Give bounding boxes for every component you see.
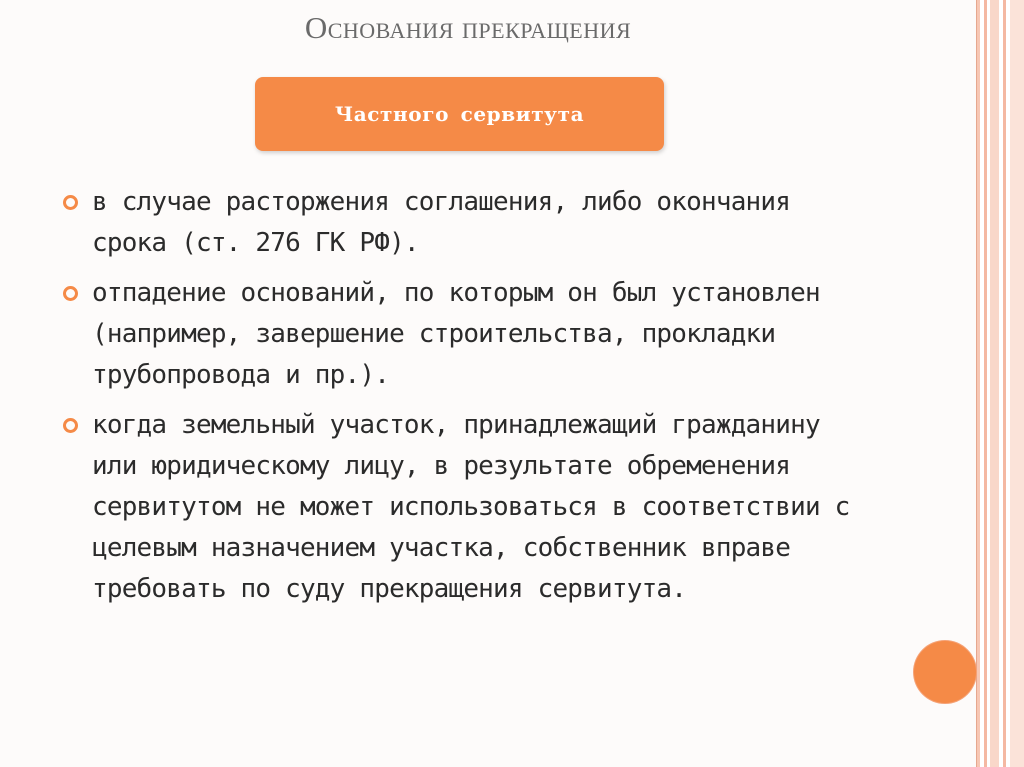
decorative-stripe [1010, 0, 1024, 767]
badge-label: Частного сервитута [334, 102, 585, 126]
bullet-text: в случае расторжения соглашения, либо окончания срока (ст. 276 ГК РФ). [92, 187, 791, 258]
list-item [62, 405, 862, 610]
decorative-circle [914, 641, 976, 703]
ring-bullet-icon [63, 286, 78, 301]
bullet-text: когда земельный участок, принадлежащий гражданину или юридическому лицу, в результате обременения сервитутом не может использоваться в соответствии с целевым назначением участка, собственник вправе требовать по суду прекращения сервитута. [92, 410, 850, 604]
ring-bullet-icon [63, 418, 78, 433]
decorative-stripe [984, 0, 987, 767]
decorative-stripe [990, 0, 999, 767]
decorative-stripe [1003, 0, 1006, 767]
ring-bullet-icon [63, 195, 78, 210]
list-item [62, 273, 862, 396]
section-badge [255, 77, 664, 151]
list-item [62, 182, 862, 264]
bullet-text: отпадение оснований, по которым он был установлен (например, завершение строительства, прокладки трубопровода и пр.). [92, 278, 820, 390]
stripe-divider [976, 0, 977, 767]
bullet-list [62, 182, 862, 619]
page-title: Основания прекращения [304, 10, 632, 45]
